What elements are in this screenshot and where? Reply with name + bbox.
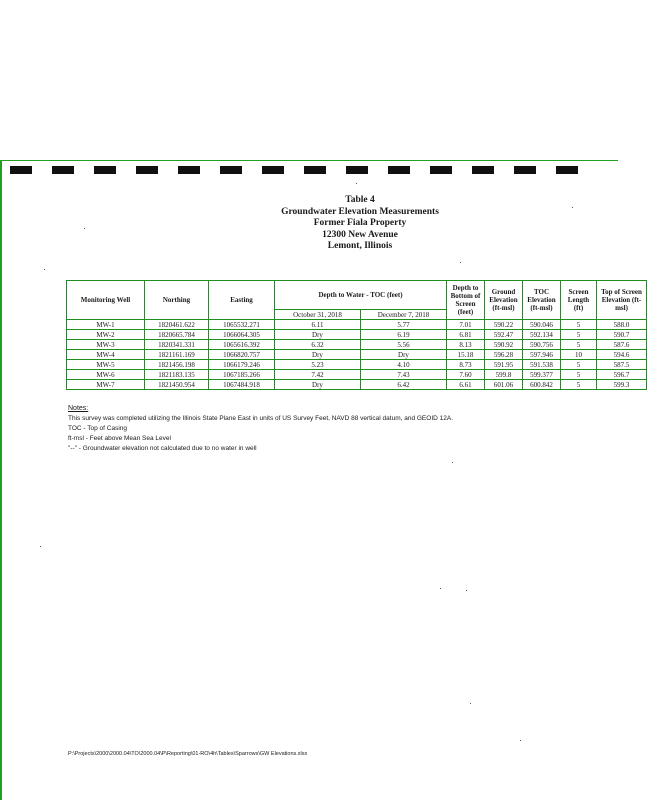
property-city: Lemont, Illinois [327,241,393,251]
cell-ground-elev: 591.95 [485,360,523,370]
scan-dash [514,166,536,174]
cell-well: MW-5 [67,360,145,370]
table-container [66,280,642,390]
property-name: Former Fiala Property [313,218,407,228]
cell-ground-elev: 590.92 [485,340,523,350]
scan-dash [220,166,242,174]
scan-dash [94,166,116,174]
scan-speck [520,740,521,741]
cell-easting: 1067185.266 [209,370,275,380]
table-row [67,340,647,350]
scan-speck [452,462,453,463]
cell-well: MW-6 [67,370,145,380]
cell-depth-oct: Dry [275,380,361,390]
cell-easting: 1066820.757 [209,350,275,360]
scan-dash-row [10,166,618,176]
note-line: TOC - Top of Casing [68,425,128,432]
groundwater-elevation-table [66,280,647,390]
cell-top-screen: 588.0 [597,320,647,330]
cell-northing: 1821183.135 [145,370,209,380]
cell-toc-elev: 592.134 [523,330,561,340]
scan-dash [388,166,410,174]
cell-screen-length: 5 [561,340,597,350]
cell-depth-bottom: 7.01 [447,320,485,330]
header-date-oct: October 31, 2018 [275,310,361,320]
cell-toc-elev: 599.377 [523,370,561,380]
cell-screen-length: 5 [561,360,597,370]
cell-easting: 1065616.392 [209,340,275,350]
cell-northing: 1820341.331 [145,340,209,350]
scan-speck [460,262,461,263]
scan-speck [84,228,85,229]
property-address: 12300 New Avenue [322,229,398,240]
cell-well: MW-1 [67,320,145,330]
table-row [67,330,647,340]
scan-dash [178,166,200,174]
cell-toc-elev: 591.538 [523,360,561,370]
cell-depth-bottom: 8.13 [447,340,485,350]
cell-ground-elev: 590.22 [485,320,523,330]
scan-dash [304,166,326,174]
cell-northing: 1820665.784 [145,330,209,340]
scan-dash [262,166,284,174]
file-path-footer: P:\Projects\2000\2000.04\TO\2000.04\P\Reporting\01-RO\4h\Tables\Sparrows\GW Elevations.xlsx [68,751,308,757]
cell-depth-dec: 4.10 [361,360,447,370]
cell-depth-bottom: 15.18 [447,350,485,360]
cell-ground-elev: 601.06 [485,380,523,390]
cell-toc-elev: 590.756 [523,340,561,350]
cell-depth-bottom: 7.60 [447,370,485,380]
scan-dash [10,166,32,174]
table-title-block [250,195,470,253]
scan-speck [466,590,467,591]
cell-well: MW-7 [67,380,145,390]
scan-speck [572,207,573,208]
cell-screen-length: 5 [561,320,597,330]
cell-easting: 1066064.305 [209,330,275,340]
scan-dash [556,166,578,174]
scan-speck [44,269,45,270]
cell-well: MW-2 [67,330,145,340]
table-row [67,370,647,380]
cell-easting: 1066179.246 [209,360,275,370]
cell-toc-elev: 600.842 [523,380,561,390]
header-depth-to-bottom-label: Depth to Bottom of Screen [450,284,481,308]
cell-northing: 1821456.198 [145,360,209,370]
cell-depth-oct: 6.32 [275,340,361,350]
cell-toc-elev: 590.046 [523,320,561,330]
cell-toc-elev: 597.946 [523,350,561,360]
scan-speck [356,183,357,184]
cell-depth-dec: 5.56 [361,340,447,350]
header-depth-to-water: Depth to Water - TOC (feet) [275,281,447,310]
scan-speck [40,546,41,547]
scan-speck [440,588,441,589]
cell-top-screen: 599.3 [597,380,647,390]
scan-dash [346,166,368,174]
header-northing: Northing [145,281,209,320]
cell-ground-elev: 596.28 [485,350,523,360]
cell-screen-length: 5 [561,330,597,340]
cell-depth-dec: 5.77 [361,320,447,330]
cell-depth-oct: Dry [275,350,361,360]
cell-screen-length: 5 [561,370,597,380]
cell-easting: 1065532.271 [209,320,275,330]
notes-title: Notes: [68,405,89,412]
cell-northing: 1821161.169 [145,350,209,360]
cell-northing: 1821450.954 [145,380,209,390]
cell-screen-length: 5 [561,380,597,390]
header-top-screen-elevation: Top of Screen Elevation (ft-msl) [597,281,647,320]
cell-depth-oct: 6.11 [275,320,361,330]
scan-dash [136,166,158,174]
cell-easting: 1067484.918 [209,380,275,390]
header-monitoring-well: Monitoring Well [67,281,145,320]
table-title: Groundwater Elevation Measurements [281,206,439,217]
page-border [0,160,618,800]
header-depth-to-bottom-unit: (feet) [457,308,474,316]
cell-ground-elev: 599.8 [485,370,523,380]
header-ground-elevation: Ground Elevation (ft-msl) [485,281,523,320]
cell-top-screen: 590.7 [597,330,647,340]
cell-depth-bottom: 8.73 [447,360,485,370]
notes-section [68,404,608,454]
scan-dash [430,166,452,174]
cell-screen-length: 10 [561,350,597,360]
cell-depth-oct: 7.42 [275,370,361,380]
scan-dash [472,166,494,174]
table-row [67,320,647,330]
note-line: This survey was completed utilizing the Illinois State Plane East in units of US Survey Feet, NAVD 88 vertical datum, and GEOID 12A. [68,415,453,422]
cell-depth-oct: 5.23 [275,360,361,370]
cell-well: MW-3 [67,340,145,350]
cell-top-screen: 587.5 [597,360,647,370]
cell-depth-dec: 7.43 [361,370,447,380]
cell-northing: 1820461.622 [145,320,209,330]
note-line: ft-msl - Feet above Mean Sea Level [68,435,171,442]
cell-depth-dec: Dry [361,350,447,360]
cell-depth-dec: 6.19 [361,330,447,340]
note-line: "--" - Groundwater elevation not calculated due to no water in well [68,445,257,452]
header-screen-length: Screen Length (ft) [561,281,597,320]
table-number: Table 4 [345,195,375,205]
table-row [67,380,647,390]
cell-depth-dec: 6.42 [361,380,447,390]
header-date-dec: December 7, 2018 [361,310,447,320]
scan-speck [470,703,471,704]
cell-depth-bottom: 6.81 [447,330,485,340]
header-easting: Easting [209,281,275,320]
cell-depth-oct: Dry [275,330,361,340]
cell-well: MW-4 [67,350,145,360]
table-row [67,360,647,370]
cell-ground-elev: 592.47 [485,330,523,340]
table-row [67,350,647,360]
header-depth-to-bottom [447,281,485,320]
cell-top-screen: 594.6 [597,350,647,360]
scan-dash [52,166,74,174]
cell-top-screen: 587.6 [597,340,647,350]
cell-top-screen: 596.7 [597,370,647,380]
header-toc-elevation: TOC Elevation (ft-msl) [523,281,561,320]
cell-depth-bottom: 6.61 [447,380,485,390]
